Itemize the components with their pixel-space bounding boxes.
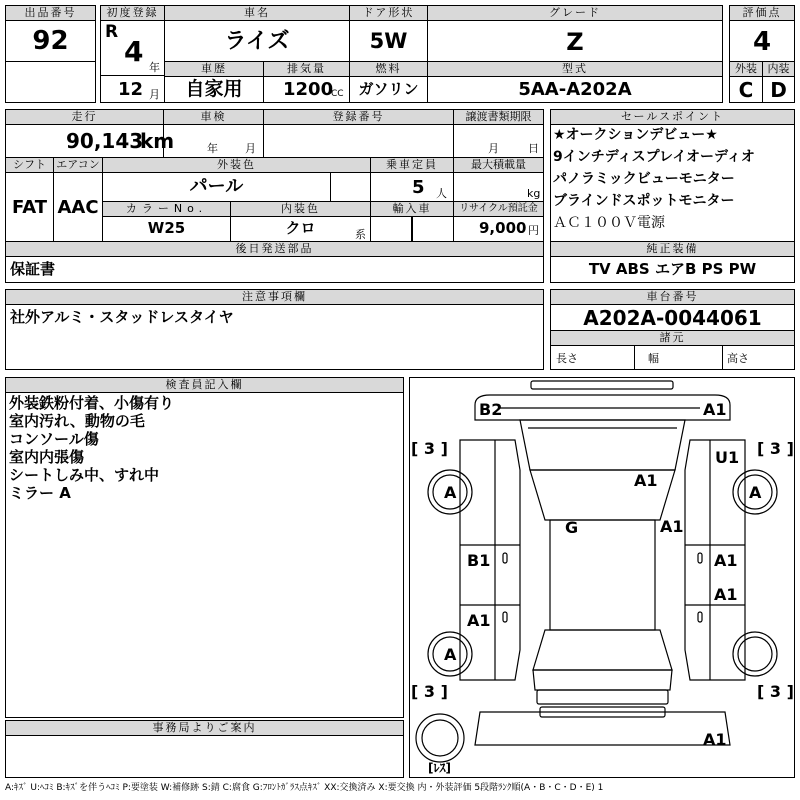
lot-no: 92 [32, 26, 69, 56]
max-load-label: 最大積載量 [453, 157, 544, 173]
grade-label: グレード [427, 5, 723, 21]
displacement-unit: CC [331, 89, 344, 99]
door: 5W [369, 29, 408, 53]
legend: A:ｷｽﾞ U:ﾍｺﾐ B:ｷｽﾞを伴うﾍｺﾐ P:要塗装 W:補修跡 S:錆 C:腐食 G:ﾌﾛﾝﾄｶﾞﾗｽ点ｷｽﾞ XX:交換済み X:要交換 内・外装評価 5段階ﾗﾝｸ順(A・B・C・D・E) 1 [5, 783, 604, 793]
specs-height: 高さ [727, 352, 749, 365]
import-divider [411, 216, 413, 242]
chassis-no: A202A-0044061 [583, 306, 762, 330]
capacity-label: 乗車定員 [370, 157, 454, 173]
spare-tire-label: [ﾚｽ] [428, 761, 451, 775]
inspector-line: ミラー A [9, 484, 71, 502]
dmg-u1: U1 [715, 448, 740, 467]
sales-line: ★オークションデビュー★ [553, 127, 718, 143]
int-color-suffix: 系 [355, 228, 366, 241]
dmg-b2: B2 [479, 400, 503, 419]
ext-score: C [738, 78, 754, 102]
int-color: クロ [285, 219, 316, 237]
later-parts-box [5, 256, 544, 283]
ext-color-label: 外装色 [102, 157, 371, 173]
later-parts-label: 後日発送部品 [5, 241, 544, 257]
first-reg-year: 4 [124, 35, 144, 68]
year-unit: 年 [149, 61, 160, 74]
inspector-line: シートしみ中、すれ中 [9, 466, 160, 484]
ext-color: パール [189, 176, 244, 197]
office-label: 事務局よりご案内 [5, 720, 404, 736]
tire-fl-grade: A [444, 483, 457, 502]
dmg-a1-front-right: A1 [703, 400, 727, 419]
inspection-year: 年 [207, 142, 218, 155]
int-color-label: 内装色 [230, 201, 371, 217]
dmg-a1-right-door1: A1 [714, 551, 738, 570]
displacement: 1200 [283, 79, 334, 100]
equipment: TV ABS エアB PS PW [588, 260, 757, 278]
displacement-label: 排気量 [263, 61, 350, 77]
ac: AAC [57, 197, 99, 218]
car-diagram [409, 377, 795, 778]
sales-lines [553, 128, 793, 238]
shift: FAT [11, 197, 48, 218]
mileage-label: 走行 [5, 109, 164, 125]
recycle-unit: 円 [528, 224, 539, 237]
notes: 社外アルミ・スタッドレスタイヤ [10, 308, 234, 326]
mileage: 90,143 [66, 129, 144, 153]
first-reg-label: 初度登録 [100, 5, 165, 21]
notes-label: 注意事項欄 [5, 289, 544, 305]
ext-label: 外装 [729, 61, 763, 77]
first-reg-era: R [105, 22, 119, 42]
fuel-label: 燃料 [349, 61, 428, 77]
int-label: 内装 [762, 61, 795, 77]
inspection-month: 月 [245, 142, 256, 155]
score-label: 評価点 [729, 5, 795, 21]
history-label: 車歴 [164, 61, 264, 77]
sales-line: ＡＣ１００Ｖ電源 [553, 215, 665, 231]
color-no-label: カラーNo. [102, 201, 231, 217]
reg-no-box [263, 124, 454, 158]
transfer-day: 日 [528, 142, 539, 155]
tread-fl: [ 3 ] [411, 439, 448, 458]
grade: Z [566, 28, 584, 56]
dmg-a1-pillar: A1 [660, 517, 684, 536]
ext-color-sub [330, 172, 371, 202]
chassis-label: 車台番号 [550, 289, 795, 305]
door-label: ドア形状 [349, 5, 428, 21]
capacity-unit: 人 [436, 187, 447, 200]
transfer-label: 譲渡書類期限 [453, 109, 544, 125]
specs-label: 諸元 [550, 330, 795, 346]
color-no: W25 [147, 219, 186, 237]
month-unit: 月 [149, 88, 160, 101]
dmg-a1-hood: A1 [634, 471, 658, 490]
fuel: ガソリン [358, 80, 419, 98]
specs-length: 長さ [556, 352, 578, 365]
inspector-lines [9, 396, 174, 504]
inspection-label: 車検 [163, 109, 264, 125]
tread-rr: [ 3 ] [757, 682, 794, 701]
reg-no-label: 登録番号 [263, 109, 454, 125]
dmg-a1-rear: A1 [703, 730, 727, 749]
lot-no-blank [5, 61, 96, 103]
dmg-b1: B1 [467, 551, 491, 570]
tire-rl-grade: A [444, 645, 457, 664]
sales-line: ブラインドスポットモニター [553, 193, 735, 209]
dmg-g: G [565, 518, 579, 537]
inspector-line: 室内内張傷 [9, 448, 85, 466]
specs-width: 幅 [648, 352, 659, 365]
sales-line: パノラミックビューモニター [553, 171, 735, 187]
inspector-line: コンソール傷 [9, 430, 99, 448]
sales-label: セールスポイント [550, 109, 795, 125]
office-box [5, 735, 404, 778]
score: 4 [752, 27, 772, 57]
mileage-unit: km [140, 129, 175, 153]
tire-fr-grade: A [749, 483, 762, 502]
transfer-month: 月 [488, 142, 499, 155]
car-name-label: 車名 [164, 5, 350, 21]
shift-label: シフト [5, 157, 54, 173]
later-parts: 保証書 [10, 260, 56, 278]
capacity: 5 [412, 177, 425, 198]
dmg-a1-left-door: A1 [467, 611, 491, 630]
inspector-line: 外装鉄粉付着、小傷有り [9, 394, 175, 412]
int-score: D [770, 78, 787, 102]
inspector-line: 室内汚れ、動物の毛 [9, 412, 145, 430]
equipment-label: 純正装備 [550, 241, 795, 257]
ac-label: エアコン [53, 157, 103, 173]
car-name: ライズ [224, 29, 290, 54]
lot-no-label: 出品番号 [5, 5, 96, 21]
sales-line: 9インチディスプレイオーディオ [553, 149, 755, 165]
import-label: 輸入車 [370, 201, 454, 217]
first-reg-month: 12 [118, 79, 144, 100]
dmg-a1-right-door2: A1 [714, 585, 738, 604]
model: 5AA-A202A [518, 79, 632, 100]
history: 自家用 [185, 78, 243, 100]
tread-rl: [ 3 ] [411, 682, 448, 701]
model-label: 型式 [427, 61, 723, 77]
tread-fr: [ 3 ] [757, 439, 794, 458]
inspector-label: 検査員記入欄 [5, 377, 404, 393]
max-load-unit: kg [527, 187, 541, 200]
recycle: 9,000 [479, 219, 527, 237]
recycle-label: リサイクル預託金 [453, 201, 544, 217]
